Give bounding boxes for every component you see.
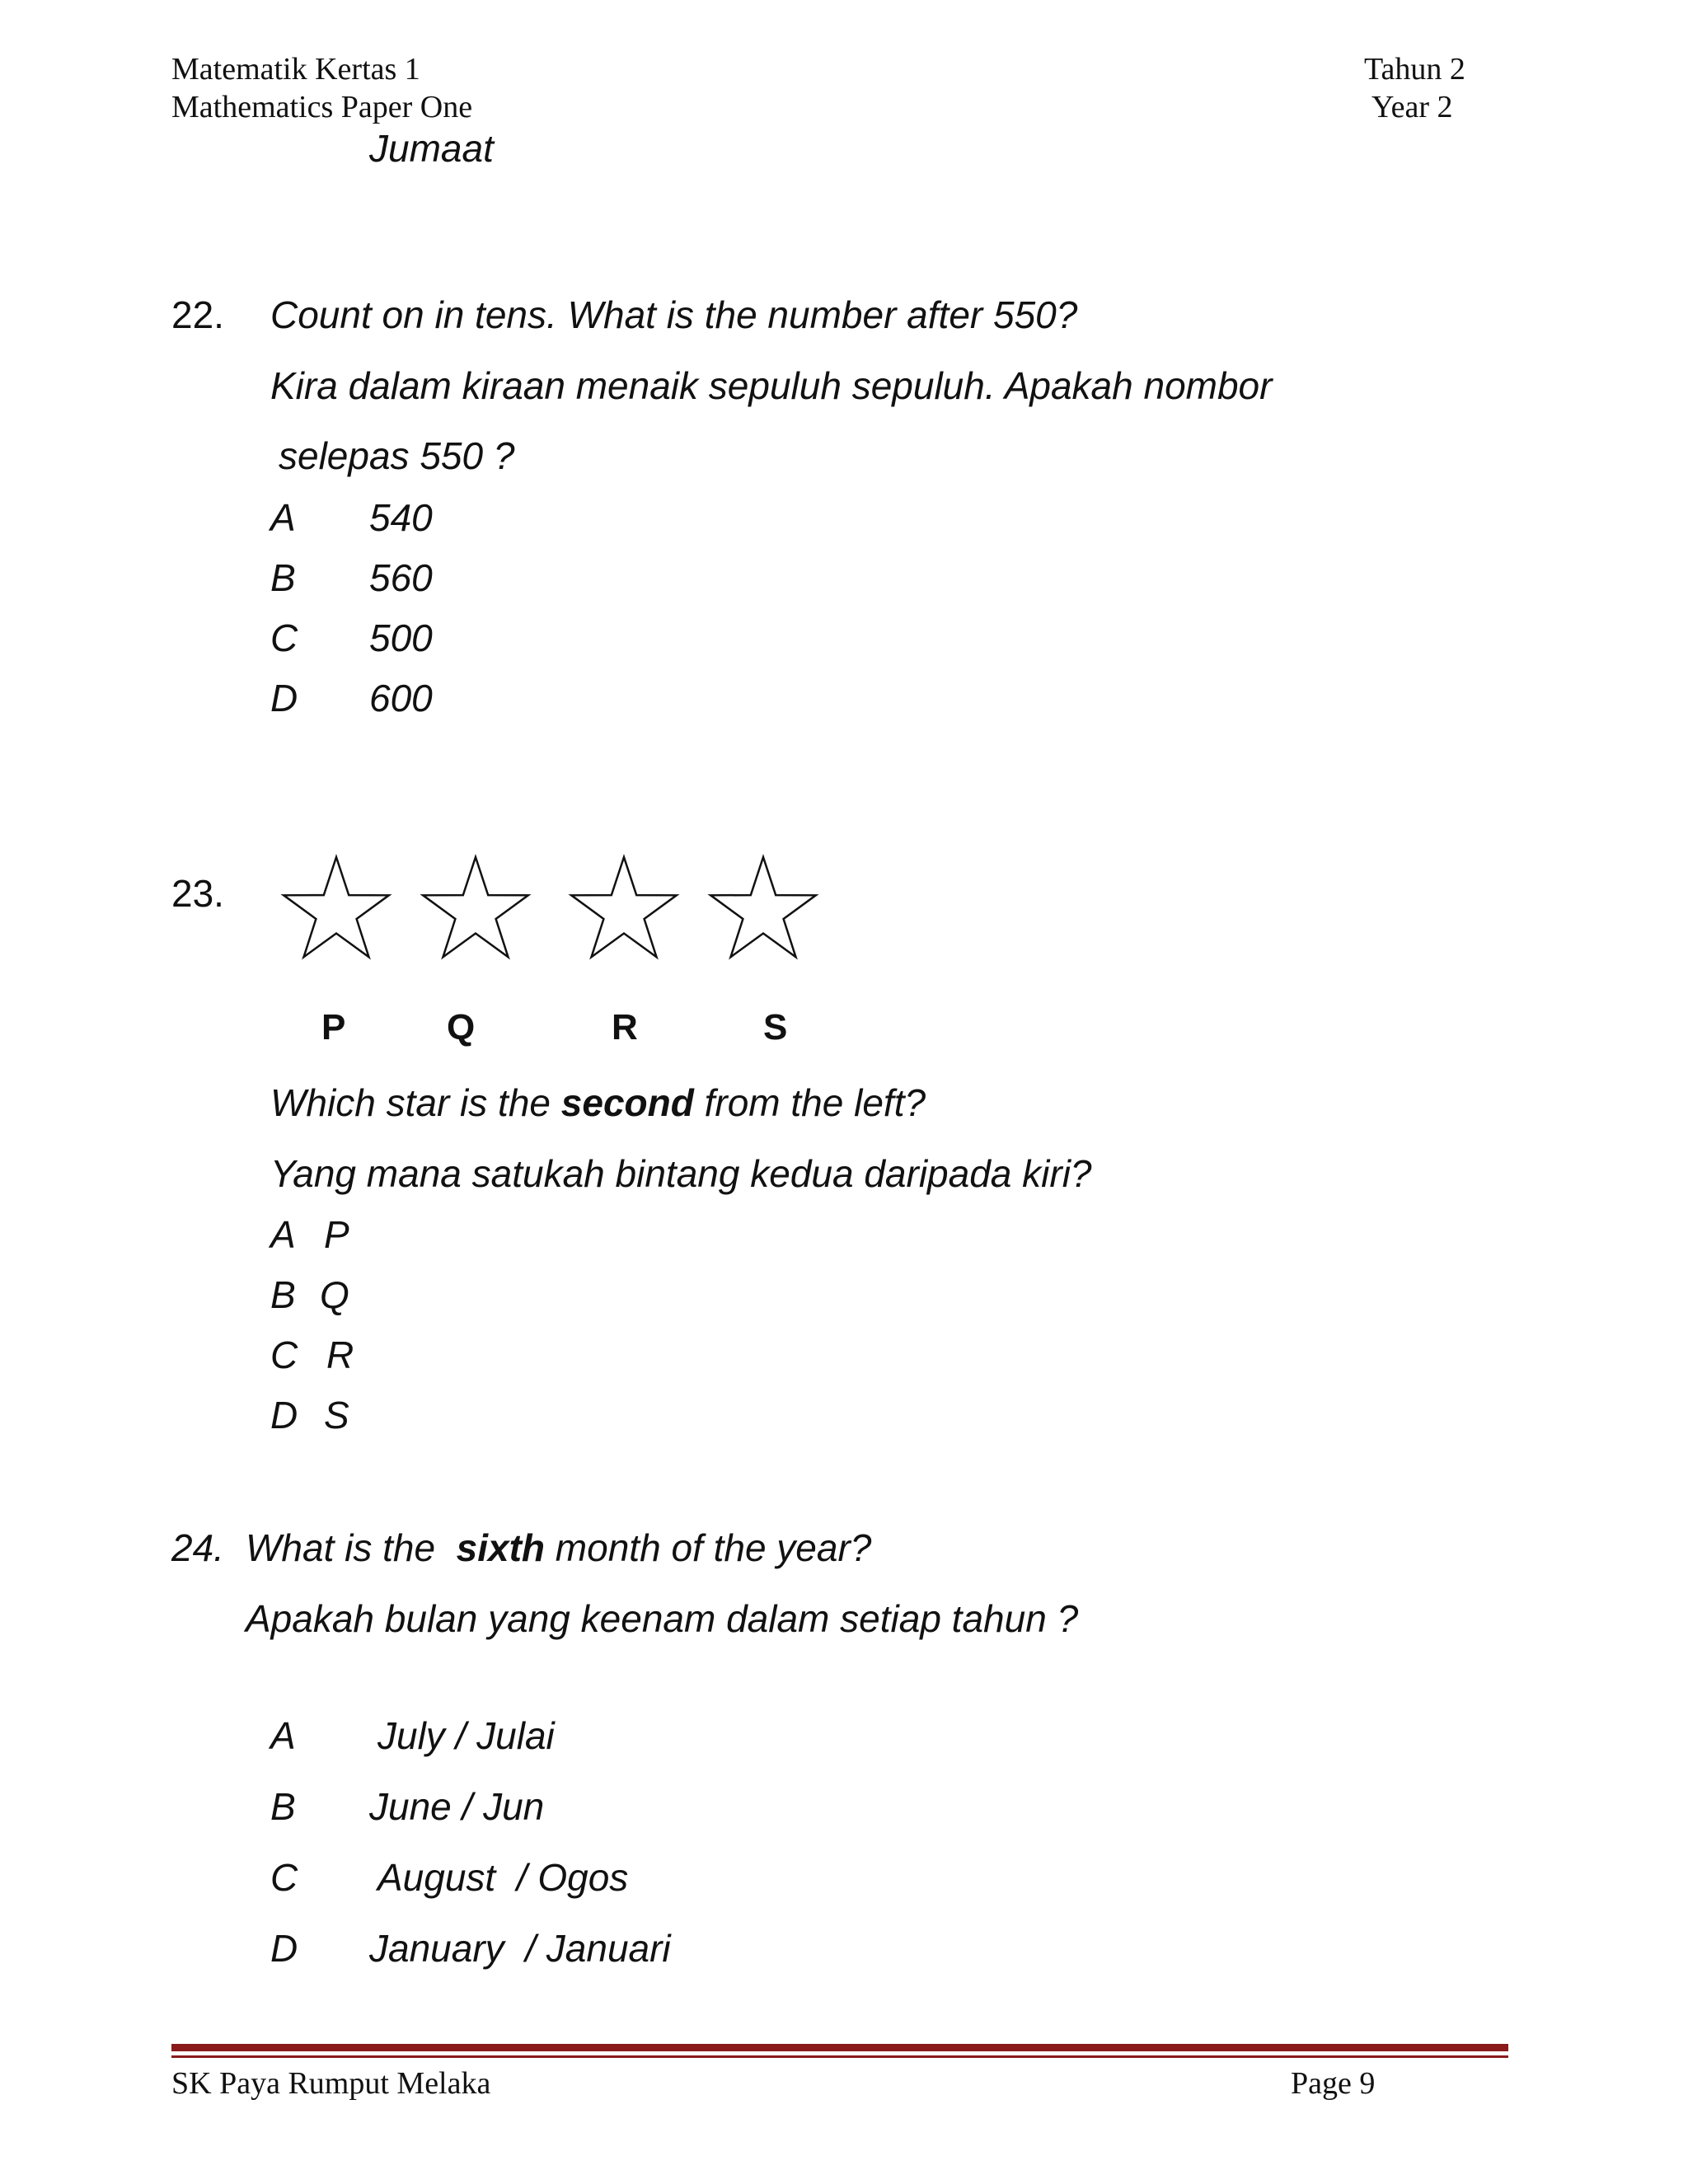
- q24-option-b-letter: B: [270, 1785, 296, 1828]
- star-row: [272, 849, 832, 989]
- q23-option-c-letter: C: [270, 1333, 298, 1376]
- footer-school-name: SK Paya Rumput Melaka: [171, 2066, 491, 2101]
- q22-text-en: Count on in tens. What is the number after 550?: [270, 293, 1078, 336]
- q23-option-a-text: P: [324, 1213, 349, 1256]
- q23-option-a-letter: A: [270, 1213, 296, 1256]
- footer-page-number: Page 9: [1291, 2066, 1376, 2101]
- q22-number: 22.: [171, 293, 224, 336]
- q22-option-d-text: 600: [369, 677, 433, 719]
- q23-option-d-letter: D: [270, 1394, 298, 1436]
- star-icon: [284, 857, 389, 957]
- star-label-q: Q: [447, 1007, 476, 1047]
- footer-rule-thin: [171, 2055, 1508, 2058]
- q24-option-c-text: August / Ogos: [377, 1856, 629, 1899]
- q24-text-en: [246, 1525, 871, 1571]
- carryover-answer: Jumaat: [369, 127, 494, 170]
- q22-option-b-letter: B: [270, 556, 296, 599]
- star-label-r: R: [612, 1007, 638, 1047]
- star-icon: [423, 857, 528, 957]
- q23-text-en-pre: Which star is the: [270, 1081, 561, 1124]
- star-icon: [571, 857, 677, 957]
- q23-number: 23.: [171, 872, 224, 915]
- q24-text-en-bold: sixth: [456, 1526, 546, 1569]
- q23-text-ms: Yang mana satukah bintang kedua daripada kiri?: [270, 1152, 1092, 1195]
- footer-rule-thick: [171, 2044, 1508, 2051]
- q23-option-b-letter: B: [270, 1273, 296, 1316]
- q24-number: 24.: [171, 1526, 224, 1569]
- q22-option-a-letter: A: [270, 496, 296, 539]
- q23-option-b-text: Q: [320, 1273, 349, 1316]
- q22-option-c-letter: C: [270, 616, 298, 659]
- q22-text-ms-1: Kira dalam kiraan menaik sepuluh sepuluh. Apakah nombor: [270, 364, 1273, 407]
- q23-option-d-text: S: [324, 1394, 349, 1436]
- q24-option-d-text: January / Januari: [369, 1927, 671, 1970]
- header-title-ms: Matematik Kertas 1: [171, 52, 420, 87]
- q24-option-a-text: July / Julai: [377, 1714, 555, 1757]
- q24-text-en-pre: What is the: [246, 1526, 457, 1569]
- q23-text-en-bold: second: [560, 1081, 694, 1124]
- q24-option-a-letter: A: [270, 1714, 296, 1757]
- q22-option-c-text: 500: [369, 616, 433, 659]
- q24-text-en-post: month of the year?: [545, 1526, 872, 1569]
- header-title-en: Mathematics Paper One: [171, 90, 473, 124]
- q23-text-en-post: from the left?: [693, 1081, 926, 1124]
- q24-text-ms: Apakah bulan yang keenam dalam setiap tahun ?: [246, 1597, 1079, 1640]
- star-icon: [710, 857, 816, 957]
- q24-option-c-letter: C: [270, 1856, 298, 1899]
- star-label-p: P: [321, 1007, 346, 1047]
- q22-option-d-letter: D: [270, 677, 298, 719]
- q22-option-a-text: 540: [369, 496, 433, 539]
- q22-text-ms-2: selepas 550 ?: [279, 434, 515, 477]
- q23-text-en: [270, 1080, 926, 1126]
- header-year-en: Year 2: [1372, 90, 1453, 124]
- star-label-s: S: [763, 1007, 788, 1047]
- q24-option-b-text: June / Jun: [369, 1785, 545, 1828]
- q24-option-d-letter: D: [270, 1927, 298, 1970]
- header-year-ms: Tahun 2: [1364, 52, 1465, 87]
- q23-option-c-text: R: [326, 1333, 354, 1376]
- q22-option-b-text: 560: [369, 556, 433, 599]
